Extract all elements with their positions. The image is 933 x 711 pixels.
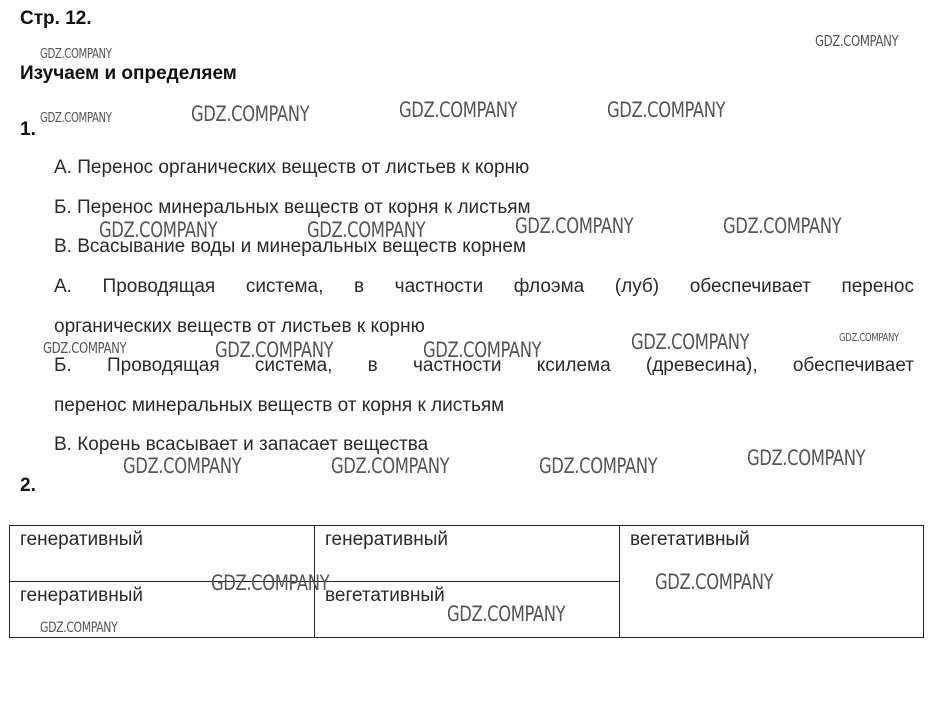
- watermark: GDZ.COMPANY: [839, 331, 899, 344]
- watermark: GDZ.COMPANY: [747, 446, 866, 470]
- watermark: GDZ.COMPANY: [40, 111, 112, 126]
- watermark: GDZ.COMPANY: [307, 218, 426, 242]
- definition-v: В. Всасывание воды и минеральных веществ корнем: [54, 236, 527, 257]
- explanation-b-line2: перенос минеральных веществ от корня к листьям: [54, 395, 505, 416]
- watermark: GDZ.COMPANY: [331, 454, 450, 478]
- watermark: GDZ.COMPANY: [607, 98, 726, 122]
- explanation-a-line2: органических веществ от листьев к корню: [54, 316, 425, 337]
- watermark: GDZ.COMPANY: [123, 454, 242, 478]
- table-cell-r1c1: генеративный: [20, 529, 144, 550]
- explanation-a-line1: А. Проводящая система, в частности флоэма (луб) обеспечивает перенос: [54, 276, 914, 297]
- watermark: GDZ.COMPANY: [40, 47, 112, 62]
- table-divider-col2: [619, 525, 620, 638]
- watermark: GDZ.COMPANY: [211, 571, 330, 595]
- watermark: GDZ.COMPANY: [447, 602, 566, 626]
- watermark: GDZ.COMPANY: [43, 339, 127, 357]
- watermark: GDZ.COMPANY: [539, 454, 658, 478]
- watermark: GDZ.COMPANY: [191, 102, 310, 126]
- table-cell-r1c3: вегетативный: [630, 529, 750, 550]
- table-border-right: [923, 525, 924, 638]
- watermark: GDZ.COMPANY: [215, 338, 334, 362]
- table-border-left: [9, 525, 10, 638]
- watermark: GDZ.COMPANY: [99, 218, 218, 242]
- task-2-number: 2.: [20, 475, 36, 496]
- table-border-top: [9, 525, 924, 526]
- definition-b: Б. Перенос минеральных веществ от корня к листьям: [54, 197, 531, 218]
- watermark: GDZ.COMPANY: [423, 338, 542, 362]
- watermark: GDZ.COMPANY: [655, 570, 774, 594]
- table-cell-r1c2: генеративный: [325, 529, 449, 550]
- page-number-header: Стр. 12.: [20, 8, 92, 29]
- section-title: Изучаем и определяем: [20, 63, 237, 84]
- table-border-bottom: [9, 637, 924, 638]
- watermark: GDZ.COMPANY: [815, 32, 899, 50]
- task-1-number: 1.: [20, 119, 36, 140]
- watermark: GDZ.COMPANY: [40, 620, 118, 636]
- table-cell-r2c1: генеративный: [20, 585, 144, 606]
- watermark: GDZ.COMPANY: [515, 214, 634, 238]
- table-cell-r2c2: вегетативный: [325, 585, 445, 606]
- watermark: GDZ.COMPANY: [631, 330, 750, 354]
- watermark: GDZ.COMPANY: [399, 98, 518, 122]
- explanation-v: В. Корень всасывает и запасает вещества: [54, 434, 429, 455]
- explanation-b-line1: Б. Проводящая система, в частности ксилема (древесина), обеспечивает: [54, 355, 914, 376]
- watermark: GDZ.COMPANY: [723, 214, 842, 238]
- definition-a: А. Перенос органических веществ от листьев к корню: [54, 157, 530, 178]
